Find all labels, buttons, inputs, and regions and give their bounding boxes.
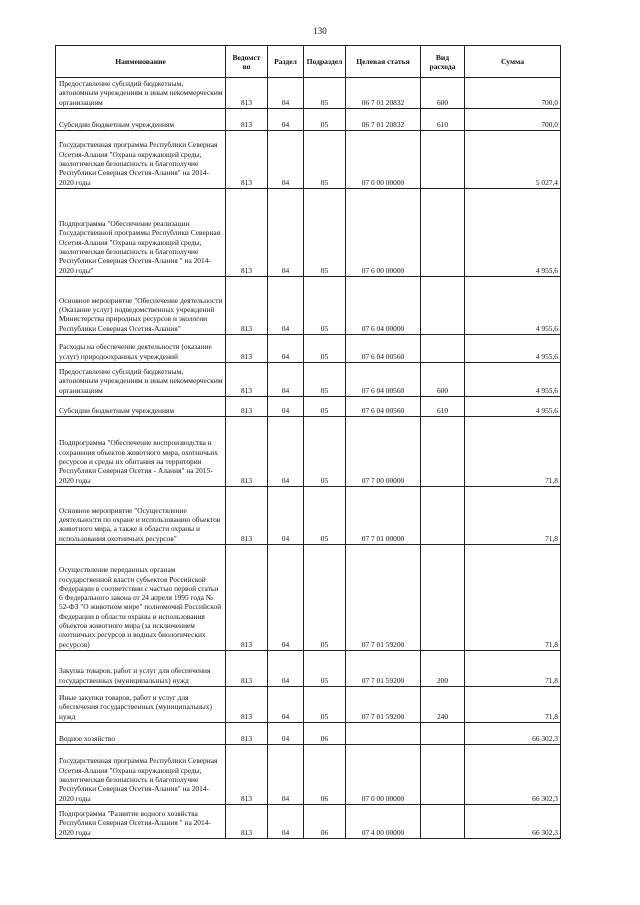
cell-summa: 66 302,3 [465,722,561,744]
cell-name: Иные закупки товаров, работ и услуг для обеспечения государственных (муниципальных) нужд [56,686,226,722]
cell-summa: 4 955,6 [465,396,561,416]
cell-summa: 66 302,3 [465,804,561,838]
cell-vedomstvo: 813 [226,188,268,276]
cell-vid: 240 [421,686,465,722]
cell-vid: 600 [421,78,465,109]
cell-podrazdel: 05 [304,486,346,544]
cell-razdel: 04 [268,544,304,650]
cell-statya: 07 0 00 00000 [346,744,421,804]
cell-vedomstvo: 813 [226,334,268,362]
header-summa: Сумма [465,46,561,78]
table-row [56,722,561,744]
table-row [56,78,561,109]
table-row [56,744,561,804]
cell-statya: 06 7 01 20832 [346,108,421,130]
cell-vedomstvo: 813 [226,544,268,650]
cell-summa: 71,8 [465,416,561,486]
table-row [56,486,561,544]
table-row [56,544,561,650]
cell-podrazdel: 05 [304,334,346,362]
header-vedomstvo: Ведомст во [226,46,268,78]
cell-podrazdel: 05 [304,396,346,416]
cell-vid: 600 [421,362,465,396]
cell-statya: 07 7 01 00000 [346,486,421,544]
cell-razdel: 04 [268,650,304,686]
cell-razdel: 04 [268,130,304,188]
cell-summa: 5 027,4 [465,130,561,188]
cell-name: Подпрограмма "Развитие водного хозяйства Республики Северная Осетия-Алания " на 2014-2020 годы [56,804,226,838]
cell-summa: 700,0 [465,78,561,109]
table-row [56,650,561,686]
cell-vid [421,744,465,804]
cell-razdel: 04 [268,416,304,486]
cell-statya [346,722,421,744]
cell-name: Субсидии бюджетным учреждениям [56,396,226,416]
cell-name: Субсидии бюджетным учреждениям [56,108,226,130]
header-vid: Вид расхода [421,46,465,78]
cell-razdel: 04 [268,486,304,544]
cell-summa: 4 955,6 [465,362,561,396]
cell-podrazdel: 06 [304,722,346,744]
cell-razdel: 04 [268,744,304,804]
cell-name: Государственная программа Республики Северная Осетия-Алания "Охрана окружающей среды, экологическая безопасность и благополучие Республики Северная Осетия-Алания" на 2014-2020 годы [56,130,226,188]
page-number: 130 [313,26,327,36]
table-row [56,804,561,838]
cell-name: Водное хозяйство [56,722,226,744]
cell-summa: 4 955,6 [465,334,561,362]
cell-podrazdel: 05 [304,416,346,486]
cell-vedomstvo: 813 [226,804,268,838]
cell-vedomstvo: 813 [226,416,268,486]
cell-podrazdel: 05 [304,78,346,109]
cell-podrazdel: 05 [304,188,346,276]
cell-name: Основное мероприятие "Осуществление деятельности по охране и использованию объектов животного мира, а также в области охраны и использования охотничьих ресурсов" [56,486,226,544]
cell-vid [421,722,465,744]
cell-razdel: 04 [268,396,304,416]
table-row [56,108,561,130]
cell-summa: 71,8 [465,650,561,686]
cell-vid [421,276,465,334]
cell-podrazdel: 05 [304,650,346,686]
cell-razdel: 04 [268,188,304,276]
header-name: Наименование [56,46,226,78]
cell-razdel: 04 [268,334,304,362]
cell-statya: 07 0 00 00000 [346,130,421,188]
cell-podrazdel: 05 [304,362,346,396]
cell-statya: 07 6 00 00000 [346,188,421,276]
cell-vid [421,416,465,486]
cell-razdel: 04 [268,78,304,109]
table-row [56,188,561,276]
cell-statya: 07 6 04 00560 [346,362,421,396]
cell-podrazdel: 05 [304,130,346,188]
table-row [56,686,561,722]
cell-summa: 66 302,3 [465,744,561,804]
cell-name: Предоставление субсидий бюджетным, автономным учреждениям и иным некоммерческим организациям [56,362,226,396]
table-row [56,334,561,362]
table-row [56,130,561,188]
table-row [56,396,561,416]
cell-podrazdel: 05 [304,276,346,334]
header-razdel: Раздел [268,46,304,78]
cell-vedomstvo: 813 [226,396,268,416]
cell-vedomstvo: 813 [226,486,268,544]
header-podrazdel: Подраздел [304,46,346,78]
cell-vid [421,188,465,276]
cell-podrazdel: 06 [304,744,346,804]
table-header-row [56,46,561,78]
cell-statya: 07 7 01 59200 [346,650,421,686]
cell-razdel: 04 [268,362,304,396]
cell-razdel: 04 [268,722,304,744]
budget-table [55,45,561,839]
table-row [56,362,561,396]
cell-statya: 06 7 01 20832 [346,78,421,109]
cell-vedomstvo: 813 [226,362,268,396]
cell-vedomstvo: 813 [226,744,268,804]
cell-statya: 07 6 04 00560 [346,396,421,416]
cell-summa: 71,8 [465,486,561,544]
cell-summa: 700,0 [465,108,561,130]
cell-vedomstvo: 813 [226,78,268,109]
cell-name: Основное мероприятие "Обеспечение деятельности (Оказание услуг) подведомственных учреждений Министерства природных ресурсов и экологии Республики Северная Осетия-Алания" [56,276,226,334]
cell-vedomstvo: 813 [226,130,268,188]
cell-summa: 71,8 [465,686,561,722]
cell-vedomstvo: 813 [226,686,268,722]
cell-vedomstvo: 813 [226,650,268,686]
cell-vid: 610 [421,108,465,130]
cell-name: Подпрограмма "Обеспечение реализации Государственной программы Республики Северная Осетия-Алания "Охрана окружающей среды, экологическая безопасность и благополучие Республики Северная Осетия-Алания " на 2014-2020 годы" [56,188,226,276]
cell-podrazdel: 05 [304,686,346,722]
header-statya: Целевая статья [346,46,421,78]
cell-summa: 4 955,6 [465,188,561,276]
cell-summa: 71,8 [465,544,561,650]
cell-vid [421,334,465,362]
cell-vid [421,130,465,188]
cell-razdel: 04 [268,108,304,130]
cell-podrazdel: 05 [304,108,346,130]
cell-name: Осуществление переданных органам государственной власти субъектов Российской Федерации в соответствии с частью первой статьи 6 Федерального закона от 24 апреля 1995 года № 52-ФЗ "О животном мире" полномочий Российской Федерации в области охраны и использования объектов животного мира (за исключением охотничьих ресурсов и водных биологических ресурсов) [56,544,226,650]
cell-razdel: 04 [268,276,304,334]
cell-statya: 07 6 04 00000 [346,276,421,334]
cell-vedomstvo: 813 [226,276,268,334]
cell-podrazdel: 05 [304,544,346,650]
cell-podrazdel: 06 [304,804,346,838]
cell-name: Подпрограмма "Обеспечение воспроизводства и сохранения объектов животного мира, охотничьих ресурсов и среды их обитания на территории Республики Северная Осетия - Алания" на 2015-2020 годы [56,416,226,486]
cell-name: Государственная программа Республики Северная Осетия-Алания "Охрана окружающей среды, экологическая безопасность и благополучие Республики Северная Осетия-Алания" на 2014-2020 годы [56,744,226,804]
cell-vedomstvo: 813 [226,722,268,744]
cell-statya: 07 7 01 59200 [346,544,421,650]
cell-vid: 610 [421,396,465,416]
cell-razdel: 04 [268,686,304,722]
cell-vid: 200 [421,650,465,686]
cell-vid [421,486,465,544]
cell-name: Расходы на обеспечение деятельности (оказание услуг) природоохранных учреждений [56,334,226,362]
table-row [56,276,561,334]
table-row [56,416,561,486]
cell-summa: 4 955,6 [465,276,561,334]
cell-vedomstvo: 813 [226,108,268,130]
cell-statya: 07 4 00 00000 [346,804,421,838]
cell-statya: 07 7 01 59200 [346,686,421,722]
cell-name: Предоставление субсидий бюджетным, автономным учреждениям и иным некоммерческим организациям [56,78,226,109]
cell-statya: 07 7 00 00000 [346,416,421,486]
cell-vid [421,804,465,838]
cell-name: Закупка товаров, работ и услуг для обеспечения государственных (муниципальных) нужд [56,650,226,686]
cell-razdel: 04 [268,804,304,838]
cell-statya: 07 6 04 00560 [346,334,421,362]
cell-vid [421,544,465,650]
